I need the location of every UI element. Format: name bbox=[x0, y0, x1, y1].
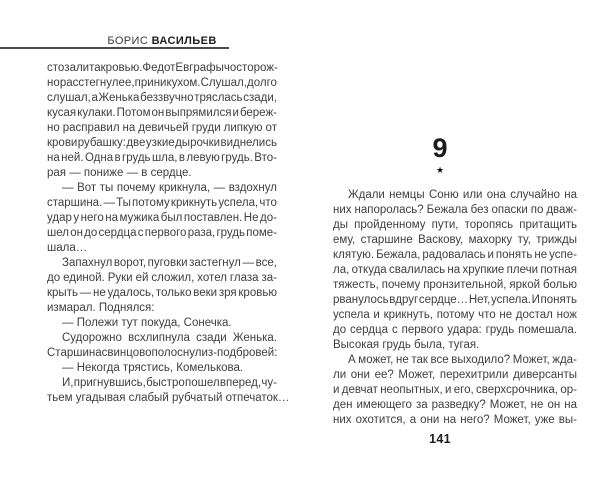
text-line: на ней. Одна в грудь шла, в левую грудь. Вто- bbox=[47, 152, 277, 164]
text-line: до единой. Руки ей сложил, хотел глаза за- bbox=[47, 272, 277, 284]
text-line: тьем угадывая слабый рубчатый отпечаток… bbox=[47, 392, 290, 404]
chapter-heading bbox=[300, 134, 580, 175]
text-line: — Полежи тут покуда, Сонечка. bbox=[62, 317, 232, 329]
text-line: ды пройденному пути, торопясь притащить bbox=[333, 219, 577, 231]
text-line: ден имеющего за разведку? Может, не он на bbox=[333, 399, 577, 411]
text-line: крови рубашку: две узкие дырочки виднелись bbox=[47, 137, 277, 149]
text-line: слушал, а Женька беззвучно тряслась сзади, bbox=[47, 92, 277, 104]
text-line: но расправил на девичьей груди липкую от bbox=[47, 122, 277, 134]
text-line: них напоролась? Бежала без опаски по дваж- bbox=[333, 204, 577, 216]
text-line: удар у него на мужика был поставлен. Не до- bbox=[47, 212, 277, 224]
text-line: но расстегнул ее, приник ухом. Слушал, долго bbox=[47, 77, 277, 89]
page-number: 141 bbox=[429, 432, 451, 446]
left-page-text bbox=[47, 61, 290, 406]
text-line: ли они ее? Может, перехитрили диверсанты bbox=[333, 369, 577, 381]
text-line: сто залита кровью. Федот Евграфыч осторож- bbox=[47, 62, 278, 74]
text-line: рванулось вдруг сердце… Нет, успела. И понять bbox=[333, 294, 577, 306]
text-line: кусая кулаки. Потом он выпрямился и береж- bbox=[47, 107, 277, 119]
chapter-number: 9 bbox=[432, 133, 448, 163]
text-line: старшина. — Ты потому крикнуть успела, что bbox=[47, 197, 277, 209]
text-line: Судорожно всхлипнула сзади Женька. bbox=[62, 332, 277, 344]
text-line: до сердца с первого удара: грудь помешала. bbox=[333, 324, 577, 336]
text-line: них охотится, а они на него? Может, уже вы- bbox=[333, 414, 577, 426]
text-line: измарал. Поднялся: bbox=[47, 302, 155, 314]
right-page-text bbox=[333, 188, 577, 428]
text-line: клятую. Бежала, радовалась и понять не успе- bbox=[333, 249, 577, 261]
text-line: Ждали немцы Соню или она случайно на bbox=[348, 189, 577, 201]
running-header bbox=[47, 35, 277, 47]
text-line: ему, старшине Васкову, махорку ту, трижды bbox=[333, 234, 577, 246]
text-line: — Некогда трястись, Комелькова. bbox=[62, 362, 244, 374]
text-line: Запахнул ворот, пуговки застегнул — все, bbox=[62, 257, 277, 269]
text-line: А может, не так все выходило? Может, жда- bbox=[348, 354, 577, 366]
text-line: ла, откуда свалилась на хрупкие плечи потная bbox=[333, 264, 577, 276]
text-line: успела и крикнуть, потому что не достал нож bbox=[333, 309, 577, 321]
text-line: шел он до сердца с первого раза, грудь поме- bbox=[47, 227, 277, 239]
header-rule bbox=[0, 47, 229, 49]
star-icon: ★ bbox=[435, 165, 445, 175]
text-line: крыть — не удалось, только веки зря кровью bbox=[47, 287, 277, 299]
text-line: Высокая грудь была, тугая. bbox=[333, 339, 480, 351]
author-first-name: БОРИС bbox=[107, 35, 149, 47]
text-line: шала… bbox=[47, 242, 88, 254]
text-line: — Вот ты почему крикнула, — вздохнул bbox=[62, 182, 277, 194]
text-line: рая — пониже — в сердце. bbox=[47, 167, 192, 179]
text-line: и девчат неопытных, и его, сверхсрочника, ор- bbox=[333, 384, 577, 396]
text-line: И, пригнувшись, быстро пошел вперед, чу- bbox=[62, 377, 277, 389]
text-line: Старшина свинцово полоснул из-под бровей: bbox=[47, 347, 278, 359]
text-line: тяжесть, почему пронзительной, яркой болью bbox=[333, 279, 577, 291]
author-last-name: ВАСИЛЬЕВ bbox=[151, 35, 217, 47]
